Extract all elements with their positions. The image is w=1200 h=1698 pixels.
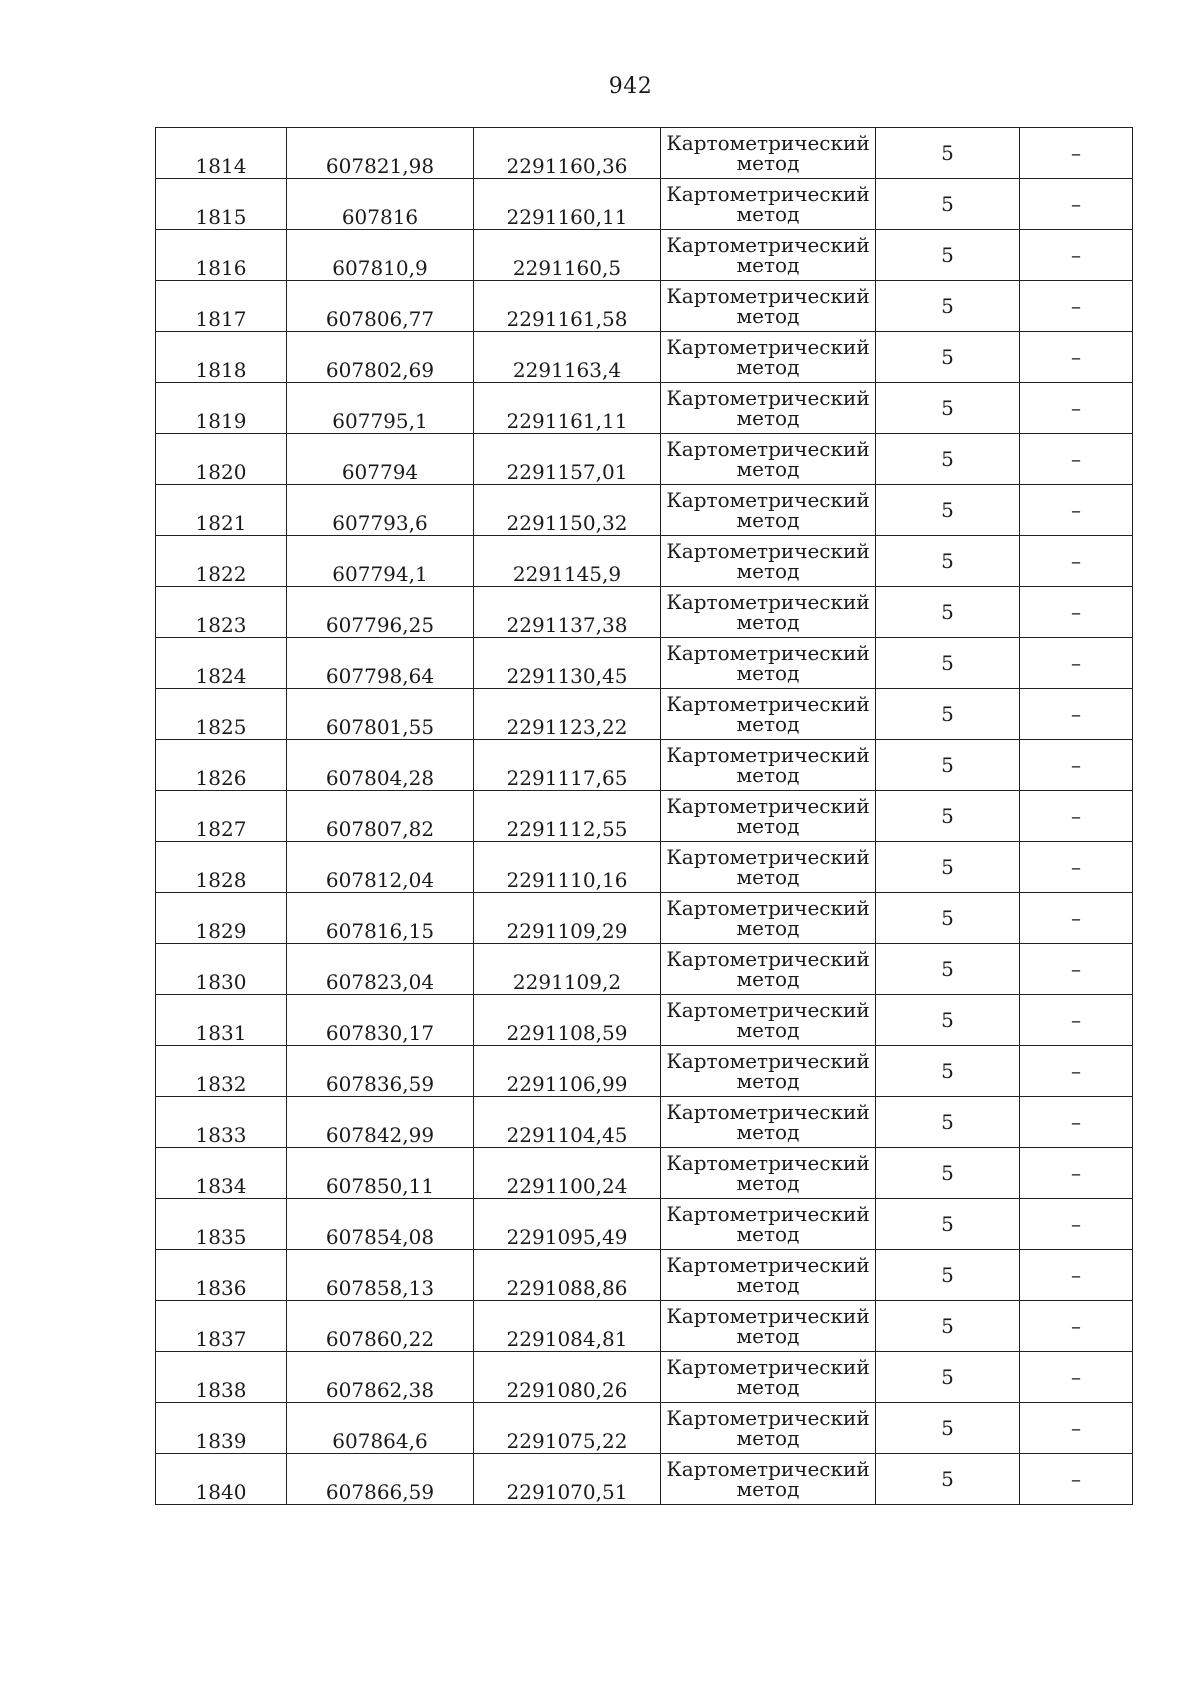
method-line-2: метод xyxy=(736,1426,800,1450)
x-coordinate-cell: 607801,55 xyxy=(287,689,474,740)
table-row xyxy=(156,842,1133,893)
method-line-1: Картометрический xyxy=(666,437,870,461)
method-line-2: метод xyxy=(736,1171,800,1195)
x-coordinate-cell: 607812,04 xyxy=(287,842,474,893)
y-coordinate-cell: 2291080,26 xyxy=(474,1352,661,1403)
point-number-cell: 1829 xyxy=(156,893,287,944)
method-line-1: Картометрический xyxy=(666,488,870,512)
accuracy-cell: 5 xyxy=(876,1199,1020,1250)
coordinates-table xyxy=(155,127,1133,1505)
x-coordinate-cell: 607794,1 xyxy=(287,536,474,587)
y-coordinate-cell: 2291109,2 xyxy=(474,944,661,995)
method-cell xyxy=(661,179,876,230)
x-coordinate-cell: 607823,04 xyxy=(287,944,474,995)
method-line-2: метод xyxy=(736,1018,800,1042)
point-number-cell: 1836 xyxy=(156,1250,287,1301)
table-row xyxy=(156,230,1133,281)
y-coordinate-cell: 2291160,36 xyxy=(474,128,661,179)
y-coordinate-cell: 2291137,38 xyxy=(474,587,661,638)
x-coordinate-cell: 607830,17 xyxy=(287,995,474,1046)
y-coordinate-cell: 2291075,22 xyxy=(474,1403,661,1454)
method-cell xyxy=(661,893,876,944)
accuracy-cell: 5 xyxy=(876,1454,1020,1505)
method-line-1: Картометрический xyxy=(666,386,870,410)
x-coordinate-cell: 607854,08 xyxy=(287,1199,474,1250)
method-line-1: Картометрический xyxy=(666,590,870,614)
point-number-cell: 1819 xyxy=(156,383,287,434)
point-number-cell: 1823 xyxy=(156,587,287,638)
method-cell xyxy=(661,587,876,638)
method-line-1: Картометрический xyxy=(666,131,870,155)
method-line-1: Картометрический xyxy=(666,1100,870,1124)
accuracy-cell: 5 xyxy=(876,1097,1020,1148)
table-row xyxy=(156,128,1133,179)
note-cell: – xyxy=(1020,587,1133,638)
method-line-1: Картометрический xyxy=(666,794,870,818)
accuracy-cell: 5 xyxy=(876,893,1020,944)
method-line-2: метод xyxy=(736,610,800,634)
accuracy-cell: 5 xyxy=(876,281,1020,332)
x-coordinate-cell: 607866,59 xyxy=(287,1454,474,1505)
method-cell xyxy=(661,1403,876,1454)
method-line-2: метод xyxy=(736,1120,800,1144)
accuracy-cell: 5 xyxy=(876,332,1020,383)
point-number-cell: 1822 xyxy=(156,536,287,587)
accuracy-cell: 5 xyxy=(876,638,1020,689)
y-coordinate-cell: 2291150,32 xyxy=(474,485,661,536)
note-cell: – xyxy=(1020,128,1133,179)
point-number-cell: 1820 xyxy=(156,434,287,485)
note-cell: – xyxy=(1020,1454,1133,1505)
note-cell: – xyxy=(1020,1301,1133,1352)
table-row xyxy=(156,332,1133,383)
method-line-2: метод xyxy=(736,1222,800,1246)
note-cell: – xyxy=(1020,1097,1133,1148)
note-cell: – xyxy=(1020,179,1133,230)
point-number-cell: 1840 xyxy=(156,1454,287,1505)
y-coordinate-cell: 2291163,4 xyxy=(474,332,661,383)
method-line-2: метод xyxy=(736,304,800,328)
method-cell xyxy=(661,638,876,689)
method-cell xyxy=(661,1199,876,1250)
method-cell xyxy=(661,485,876,536)
accuracy-cell: 5 xyxy=(876,995,1020,1046)
x-coordinate-cell: 607806,77 xyxy=(287,281,474,332)
accuracy-cell: 5 xyxy=(876,485,1020,536)
table-row xyxy=(156,791,1133,842)
point-number-cell: 1815 xyxy=(156,179,287,230)
accuracy-cell: 5 xyxy=(876,536,1020,587)
table-row xyxy=(156,944,1133,995)
method-line-2: метод xyxy=(736,916,800,940)
table-row xyxy=(156,434,1133,485)
method-cell xyxy=(661,1148,876,1199)
accuracy-cell: 5 xyxy=(876,791,1020,842)
table-row xyxy=(156,536,1133,587)
x-coordinate-cell: 607816,15 xyxy=(287,893,474,944)
accuracy-cell: 5 xyxy=(876,230,1020,281)
method-cell xyxy=(661,1301,876,1352)
method-line-1: Картометрический xyxy=(666,1406,870,1430)
x-coordinate-cell: 607864,6 xyxy=(287,1403,474,1454)
table-row xyxy=(156,281,1133,332)
accuracy-cell: 5 xyxy=(876,1046,1020,1097)
table-row xyxy=(156,1352,1133,1403)
method-line-2: метод xyxy=(736,559,800,583)
method-line-1: Картометрический xyxy=(666,539,870,563)
note-cell: – xyxy=(1020,485,1133,536)
table-row xyxy=(156,1199,1133,1250)
accuracy-cell: 5 xyxy=(876,740,1020,791)
method-line-1: Картометрический xyxy=(666,335,870,359)
method-cell xyxy=(661,1097,876,1148)
method-line-1: Картометрический xyxy=(666,1253,870,1277)
method-line-2: метод xyxy=(736,712,800,736)
x-coordinate-cell: 607810,9 xyxy=(287,230,474,281)
method-line-1: Картометрический xyxy=(666,692,870,716)
x-coordinate-cell: 607836,59 xyxy=(287,1046,474,1097)
y-coordinate-cell: 2291095,49 xyxy=(474,1199,661,1250)
method-line-1: Картометрический xyxy=(666,1457,870,1481)
method-cell xyxy=(661,332,876,383)
table-row xyxy=(156,1148,1133,1199)
method-line-2: метод xyxy=(736,406,800,430)
method-line-1: Картометрический xyxy=(666,743,870,767)
y-coordinate-cell: 2291100,24 xyxy=(474,1148,661,1199)
note-cell: – xyxy=(1020,995,1133,1046)
method-line-2: метод xyxy=(736,253,800,277)
accuracy-cell: 5 xyxy=(876,1352,1020,1403)
note-cell: – xyxy=(1020,1046,1133,1097)
note-cell: – xyxy=(1020,791,1133,842)
method-line-2: метод xyxy=(736,814,800,838)
accuracy-cell: 5 xyxy=(876,179,1020,230)
note-cell: – xyxy=(1020,1250,1133,1301)
y-coordinate-cell: 2291123,22 xyxy=(474,689,661,740)
method-line-2: метод xyxy=(736,1324,800,1348)
accuracy-cell: 5 xyxy=(876,689,1020,740)
y-coordinate-cell: 2291145,9 xyxy=(474,536,661,587)
note-cell: – xyxy=(1020,1403,1133,1454)
table-row xyxy=(156,638,1133,689)
method-cell xyxy=(661,1454,876,1505)
method-cell xyxy=(661,383,876,434)
x-coordinate-cell: 607821,98 xyxy=(287,128,474,179)
x-coordinate-cell: 607862,38 xyxy=(287,1352,474,1403)
x-coordinate-cell: 607804,28 xyxy=(287,740,474,791)
y-coordinate-cell: 2291106,99 xyxy=(474,1046,661,1097)
method-line-2: метод xyxy=(736,151,800,175)
table-row xyxy=(156,1454,1133,1505)
note-cell: – xyxy=(1020,332,1133,383)
method-cell xyxy=(661,434,876,485)
y-coordinate-cell: 2291104,45 xyxy=(474,1097,661,1148)
note-cell: – xyxy=(1020,1352,1133,1403)
method-line-2: метод xyxy=(736,355,800,379)
x-coordinate-cell: 607850,11 xyxy=(287,1148,474,1199)
note-cell: – xyxy=(1020,383,1133,434)
method-cell xyxy=(661,842,876,893)
y-coordinate-cell: 2291130,45 xyxy=(474,638,661,689)
table-row xyxy=(156,1046,1133,1097)
point-number-cell: 1825 xyxy=(156,689,287,740)
method-line-1: Картометрический xyxy=(666,947,870,971)
method-cell xyxy=(661,1352,876,1403)
table-row xyxy=(156,1250,1133,1301)
point-number-cell: 1831 xyxy=(156,995,287,1046)
accuracy-cell: 5 xyxy=(876,383,1020,434)
note-cell: – xyxy=(1020,1199,1133,1250)
method-cell xyxy=(661,128,876,179)
accuracy-cell: 5 xyxy=(876,944,1020,995)
y-coordinate-cell: 2291160,5 xyxy=(474,230,661,281)
method-line-2: метод xyxy=(736,661,800,685)
point-number-cell: 1821 xyxy=(156,485,287,536)
point-number-cell: 1837 xyxy=(156,1301,287,1352)
note-cell: – xyxy=(1020,944,1133,995)
table-row xyxy=(156,485,1133,536)
point-number-cell: 1824 xyxy=(156,638,287,689)
y-coordinate-cell: 2291108,59 xyxy=(474,995,661,1046)
method-cell xyxy=(661,791,876,842)
accuracy-cell: 5 xyxy=(876,842,1020,893)
point-number-cell: 1828 xyxy=(156,842,287,893)
table-row xyxy=(156,689,1133,740)
accuracy-cell: 5 xyxy=(876,1403,1020,1454)
method-line-2: метод xyxy=(736,508,800,532)
method-line-2: метод xyxy=(736,457,800,481)
method-cell xyxy=(661,230,876,281)
point-number-cell: 1827 xyxy=(156,791,287,842)
x-coordinate-cell: 607807,82 xyxy=(287,791,474,842)
method-line-1: Картометрический xyxy=(666,1151,870,1175)
method-cell xyxy=(661,281,876,332)
y-coordinate-cell: 2291161,58 xyxy=(474,281,661,332)
method-line-1: Картометрический xyxy=(666,182,870,206)
accuracy-cell: 5 xyxy=(876,128,1020,179)
x-coordinate-cell: 607796,25 xyxy=(287,587,474,638)
y-coordinate-cell: 2291110,16 xyxy=(474,842,661,893)
note-cell: – xyxy=(1020,434,1133,485)
note-cell: – xyxy=(1020,740,1133,791)
method-line-2: метод xyxy=(736,967,800,991)
y-coordinate-cell: 2291161,11 xyxy=(474,383,661,434)
page-number: 942 xyxy=(608,74,653,99)
y-coordinate-cell: 2291109,29 xyxy=(474,893,661,944)
point-number-cell: 1816 xyxy=(156,230,287,281)
table-row xyxy=(156,1301,1133,1352)
point-number-cell: 1834 xyxy=(156,1148,287,1199)
x-coordinate-cell: 607798,64 xyxy=(287,638,474,689)
y-coordinate-cell: 2291112,55 xyxy=(474,791,661,842)
method-cell xyxy=(661,995,876,1046)
table-row xyxy=(156,1097,1133,1148)
x-coordinate-cell: 607802,69 xyxy=(287,332,474,383)
x-coordinate-cell: 607842,99 xyxy=(287,1097,474,1148)
note-cell: – xyxy=(1020,689,1133,740)
accuracy-cell: 5 xyxy=(876,434,1020,485)
x-coordinate-cell: 607858,13 xyxy=(287,1250,474,1301)
accuracy-cell: 5 xyxy=(876,587,1020,638)
point-number-cell: 1817 xyxy=(156,281,287,332)
method-line-2: метод xyxy=(736,1477,800,1501)
method-line-1: Картометрический xyxy=(666,845,870,869)
method-line-1: Картометрический xyxy=(666,1202,870,1226)
x-coordinate-cell: 607860,22 xyxy=(287,1301,474,1352)
x-coordinate-cell: 607795,1 xyxy=(287,383,474,434)
y-coordinate-cell: 2291160,11 xyxy=(474,179,661,230)
method-line-2: метод xyxy=(736,763,800,787)
note-cell: – xyxy=(1020,638,1133,689)
x-coordinate-cell: 607794 xyxy=(287,434,474,485)
y-coordinate-cell: 2291070,51 xyxy=(474,1454,661,1505)
y-coordinate-cell: 2291157,01 xyxy=(474,434,661,485)
method-line-1: Картометрический xyxy=(666,233,870,257)
method-line-1: Картометрический xyxy=(666,1049,870,1073)
accuracy-cell: 5 xyxy=(876,1148,1020,1199)
table-row xyxy=(156,893,1133,944)
table-row xyxy=(156,1403,1133,1454)
table-row xyxy=(156,179,1133,230)
method-cell xyxy=(661,1046,876,1097)
x-coordinate-cell: 607816 xyxy=(287,179,474,230)
note-cell: – xyxy=(1020,281,1133,332)
x-coordinate-cell: 607793,6 xyxy=(287,485,474,536)
method-cell xyxy=(661,740,876,791)
point-number-cell: 1838 xyxy=(156,1352,287,1403)
method-line-2: метод xyxy=(736,1069,800,1093)
method-line-2: метод xyxy=(736,1375,800,1399)
accuracy-cell: 5 xyxy=(876,1250,1020,1301)
method-cell xyxy=(661,689,876,740)
point-number-cell: 1814 xyxy=(156,128,287,179)
point-number-cell: 1830 xyxy=(156,944,287,995)
table-row xyxy=(156,383,1133,434)
method-line-1: Картометрический xyxy=(666,641,870,665)
point-number-cell: 1839 xyxy=(156,1403,287,1454)
accuracy-cell: 5 xyxy=(876,1301,1020,1352)
method-line-2: метод xyxy=(736,202,800,226)
coordinates-table-body xyxy=(156,128,1133,1505)
note-cell: – xyxy=(1020,1148,1133,1199)
table-row xyxy=(156,995,1133,1046)
method-line-2: метод xyxy=(736,865,800,889)
method-line-1: Картометрический xyxy=(666,1355,870,1379)
note-cell: – xyxy=(1020,893,1133,944)
method-line-1: Картометрический xyxy=(666,1304,870,1328)
note-cell: – xyxy=(1020,536,1133,587)
note-cell: – xyxy=(1020,842,1133,893)
point-number-cell: 1835 xyxy=(156,1199,287,1250)
note-cell: – xyxy=(1020,230,1133,281)
table-row xyxy=(156,587,1133,638)
method-cell xyxy=(661,536,876,587)
point-number-cell: 1833 xyxy=(156,1097,287,1148)
method-line-1: Картометрический xyxy=(666,998,870,1022)
y-coordinate-cell: 2291088,86 xyxy=(474,1250,661,1301)
method-cell xyxy=(661,1250,876,1301)
method-line-2: метод xyxy=(736,1273,800,1297)
method-cell xyxy=(661,944,876,995)
point-number-cell: 1826 xyxy=(156,740,287,791)
table-row xyxy=(156,740,1133,791)
method-line-1: Картометрический xyxy=(666,284,870,308)
point-number-cell: 1818 xyxy=(156,332,287,383)
y-coordinate-cell: 2291117,65 xyxy=(474,740,661,791)
point-number-cell: 1832 xyxy=(156,1046,287,1097)
y-coordinate-cell: 2291084,81 xyxy=(474,1301,661,1352)
method-line-1: Картометрический xyxy=(666,896,870,920)
